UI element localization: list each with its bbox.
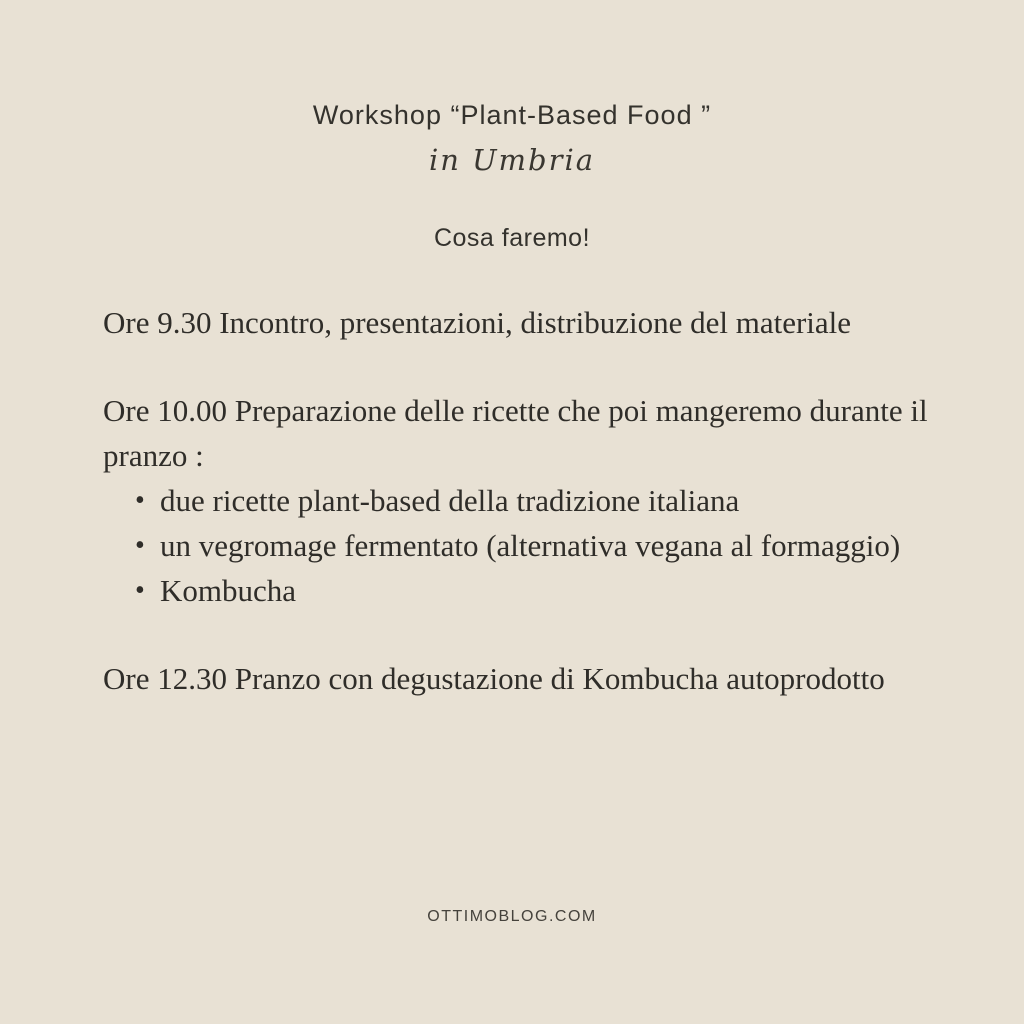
- bullet-dot-icon: •: [135, 575, 145, 606]
- bullet-list: [103, 478, 929, 613]
- schedule-list: [103, 300, 929, 701]
- bullet-text: Kombucha: [160, 573, 297, 608]
- site-credit: OTTIMOBLOG.COM: [427, 908, 597, 925]
- flyer-header: [0, 100, 1024, 177]
- schedule-item-1230: [103, 656, 929, 701]
- bullet-dot-icon: •: [135, 485, 145, 516]
- list-item: [103, 523, 929, 568]
- bullet-text: un vegromage fermentato (alternativa vegana al formaggio): [160, 528, 901, 563]
- schedule-item-text: Ore 9.30 Incontro, presentazioni, distribuzione del materiale: [103, 305, 852, 340]
- schedule-item-1000: [103, 388, 929, 613]
- section-heading: Cosa faremo!: [433, 224, 591, 252]
- schedule-item-text: Ore 10.00 Preparazione delle ricette che poi mangeremo durante il pranzo :: [103, 393, 928, 473]
- schedule-item-930: [103, 300, 929, 345]
- list-item: [103, 478, 929, 523]
- workshop-subtitle: in Umbria: [428, 143, 596, 177]
- bullet-text: due ricette plant-based della tradizione italiana: [160, 483, 740, 518]
- list-item: [103, 568, 929, 613]
- bullet-dot-icon: •: [135, 530, 145, 561]
- workshop-title: Workshop “Plant-Based Food ”: [312, 100, 712, 130]
- schedule-item-text: Ore 12.30 Pranzo con degustazione di Kombucha autoprodotto: [103, 661, 885, 696]
